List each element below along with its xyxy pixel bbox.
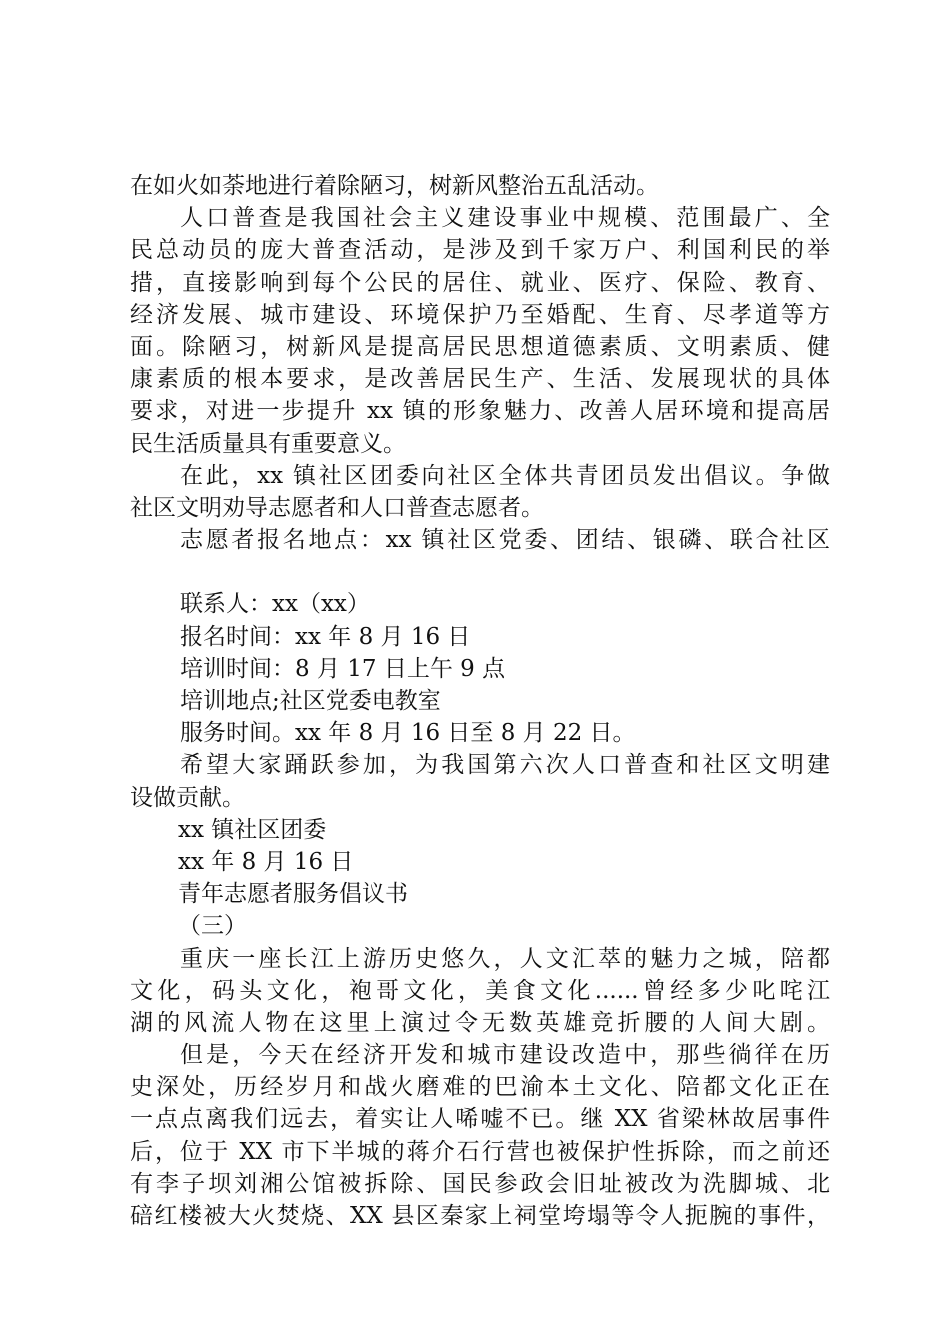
text-line: 重庆一座长江上游历史悠久，人文汇萃的魅力之城，陪都: [180, 945, 830, 972]
text-line: 人口普查是我国社会主义建设事业中规模、范围最广、全: [180, 205, 830, 232]
text-line: 措，直接影响到每个公民的居住、就业、医疗、保险、教育、: [130, 269, 830, 296]
text-line: 培训时间：8 月 17 日上午 9 点: [180, 655, 506, 682]
text-line: 康素质的根本要求，是改善居民生产、生活、发展现状的具体: [130, 366, 830, 393]
text-line: 经济发展、城市建设、环境保护乃至婚配、生育、尽孝道等方: [130, 301, 830, 328]
text-line: xx 镇社区团委: [178, 816, 327, 843]
text-line: 面。除陋习，树新风是提高居民思想道德素质、文明素质、健: [130, 333, 830, 360]
text-line: 但是，今天在经济开发和城市建设改造中，那些徜徉在历: [180, 1042, 830, 1069]
text-line: 湖的风流人物在这里上演过令无数英雄竞折腰的人间大剧。: [130, 1009, 830, 1036]
text-line: 碚红楼被大火焚烧、XX 县区秦家上祠堂垮塌等令人扼腕的事件，: [130, 1203, 830, 1229]
text-line: （三）: [178, 913, 247, 940]
text-line: 希望大家踊跃参加，为我国第六次人口普查和社区文明建: [180, 752, 830, 779]
text-line: 在此，xx 镇社区团委向社区全体共青团员发出倡议。争做: [180, 462, 830, 489]
text-line: 后，位于 XX 市下半城的蒋介石行营也被保护性拆除，而之前还: [130, 1138, 830, 1165]
text-line: 志愿者报名地点：xx 镇社区党委、团结、银磷、联合社区: [180, 527, 830, 554]
text-line: 一点点离我们远去，着实让人唏嘘不已。继 XX 省梁林故居事件: [130, 1106, 830, 1133]
text-line: 社区文明劝导志愿者和人口普查志愿者。: [130, 494, 544, 521]
text-line: 民总动员的庞大普查活动，是涉及到千家万户、利国利民的举: [130, 237, 830, 264]
text-line: [130, 556, 830, 588]
text-line: 设做贡献。: [130, 784, 245, 811]
text-line: xx 年 8 月 16 日: [178, 848, 354, 875]
text-line: 青年志愿者服务倡议书: [178, 881, 408, 908]
text-line: 在如火如荼地进行着除陋习，树新风整治五乱活动。: [130, 173, 659, 199]
document-page: [130, 170, 830, 1232]
text-line: 民生活质量具有重要意义。: [130, 430, 406, 457]
text-line: 联系人：xx（xx）: [180, 591, 370, 618]
text-line: 有李子坝刘湘公馆被拆除、国民参政会旧址被改为洗脚城、北: [130, 1170, 830, 1197]
text-line: 培训地点;社区党委电教室: [180, 688, 441, 714]
text-line: 要求，对进一步提升 xx 镇的形象魅力、改善人居环境和提高居: [130, 398, 830, 425]
text-line: 史深处，历经岁月和战火磨难的巴渝本土文化、陪都文化正在: [130, 1074, 830, 1101]
text-line: 文化，码头文化，袍哥文化，美食文化......曾经多少叱咤江: [130, 977, 830, 1004]
text-line: 报名时间：xx 年 8 月 16 日: [180, 623, 471, 650]
text-line: 服务时间。xx 年 8 月 16 日至 8 月 22 日。: [180, 720, 636, 747]
